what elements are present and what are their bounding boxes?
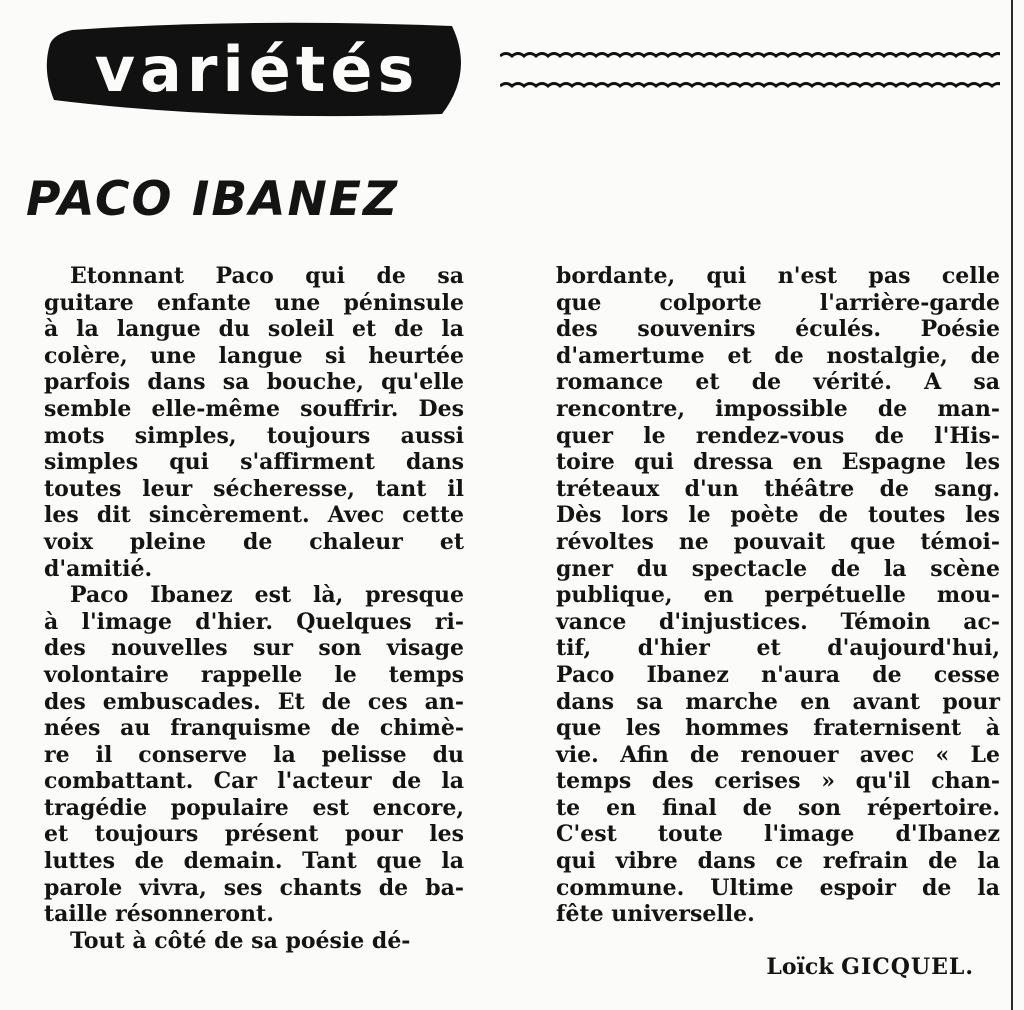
article-line: te en final de son répertoire.	[556, 794, 1000, 821]
section-label: variétés	[94, 33, 420, 106]
article-line: parfois dans sa bouche, qu'elle	[44, 369, 464, 396]
article-line: bordante, qui n'est pas celle	[556, 263, 1000, 289]
article-line: tif, d'hier et d'aujourd'hui,	[556, 635, 1000, 662]
article-line: publique, en perpétuelle mou-	[556, 582, 1000, 609]
article-line: colère, une langue si heurtée	[44, 342, 464, 369]
article-line: Dès lors le poète de toutes les	[556, 502, 1000, 529]
article-line: nées au franquisme de chimè-	[44, 715, 464, 742]
article-line: dans sa marche en avant pour	[556, 688, 1000, 715]
article-line: semble elle-même souffrir. Des	[44, 395, 464, 422]
article-line: des embuscades. Et de ces an-	[44, 688, 464, 715]
article-line: C'est toute l'image d'Ibanez	[556, 821, 1000, 848]
article-line: révoltes ne pouvait que témoi-	[556, 528, 1000, 555]
article-line: tragédie populaire est encore,	[44, 794, 464, 821]
page-edge-rule	[1011, 0, 1013, 1010]
article-line: d'amitié.	[44, 555, 153, 582]
article-line: des nouvelles sur son visage	[44, 635, 464, 662]
article-column-2	[556, 263, 1000, 928]
article-line: fête universelle.	[556, 901, 755, 928]
article-column-1	[44, 263, 464, 954]
article-line: Paco Ibanez n'aura de cesse	[556, 661, 1000, 688]
decorative-wavy-rule	[500, 40, 1000, 100]
author-signature	[766, 954, 974, 980]
article-line: luttes de demain. Tant que la	[44, 848, 464, 875]
article-line: des souvenirs éculés. Poésie	[556, 316, 1000, 343]
article-line: et toujours présent pour les	[44, 821, 464, 848]
article-line: vance d'injustices. Témoin ac-	[556, 608, 1000, 635]
article-line: commune. Ultime espoir de la	[556, 874, 1000, 901]
article-line: d'amertume et de nostalgie, de	[556, 342, 1000, 369]
article-line: toire qui dressa en Espagne les	[556, 449, 1000, 476]
article-line: guitare enfante une péninsule	[44, 289, 464, 316]
article-line: vie. Afin de renouer avec « Le	[556, 741, 1000, 768]
article-line: simples qui s'affirment dans	[44, 449, 464, 476]
article-line: parole vivra, ses chants de ba-	[44, 874, 464, 901]
article-line: Etonnant Paco qui de sa	[70, 263, 464, 289]
author-last-name: GICQUEL.	[841, 954, 974, 980]
article-line: Tout à côté de sa poésie dé-	[70, 927, 411, 954]
section-badge	[42, 22, 472, 118]
article-line: re il conserve la pelisse du	[44, 741, 464, 768]
article-line: que les hommes fraternisent à	[556, 715, 1000, 742]
article-line: voix pleine de chaleur et	[44, 528, 464, 555]
article-line: mots simples, toujours aussi	[44, 422, 464, 449]
article-line: que colporte l'arrière-garde	[556, 289, 1000, 316]
article-line: gner du spectacle de la scène	[556, 555, 1000, 582]
author-first-name: Loïck	[766, 954, 834, 980]
article-line: qui vibre dans ce refrain de la	[556, 848, 1000, 875]
article-line: les dit sincèrement. Avec cette	[44, 502, 464, 529]
article-line: Paco Ibanez est là, presque	[70, 582, 464, 609]
article-line: temps des cerises » qu'il chan-	[556, 768, 1000, 795]
article-line: romance et de vérité. A sa	[556, 369, 1000, 396]
article-line: combattant. Car l'acteur de la	[44, 768, 464, 795]
article-line: volontaire rappelle le temps	[44, 661, 464, 688]
article-line: tréteaux d'un théâtre de sang.	[556, 475, 1000, 502]
article-line: rencontre, impossible de man-	[556, 395, 1000, 422]
article-line: à l'image d'hier. Quelques ri-	[44, 608, 464, 635]
article-line: à la langue du soleil et de la	[44, 316, 464, 343]
article-title: PACO IBANEZ	[26, 172, 400, 227]
article-line: quer le rendez-vous de l'His-	[556, 422, 1000, 449]
article-line: toutes leur sécheresse, tant il	[44, 475, 464, 502]
article-line: taille résonneront.	[44, 901, 274, 928]
